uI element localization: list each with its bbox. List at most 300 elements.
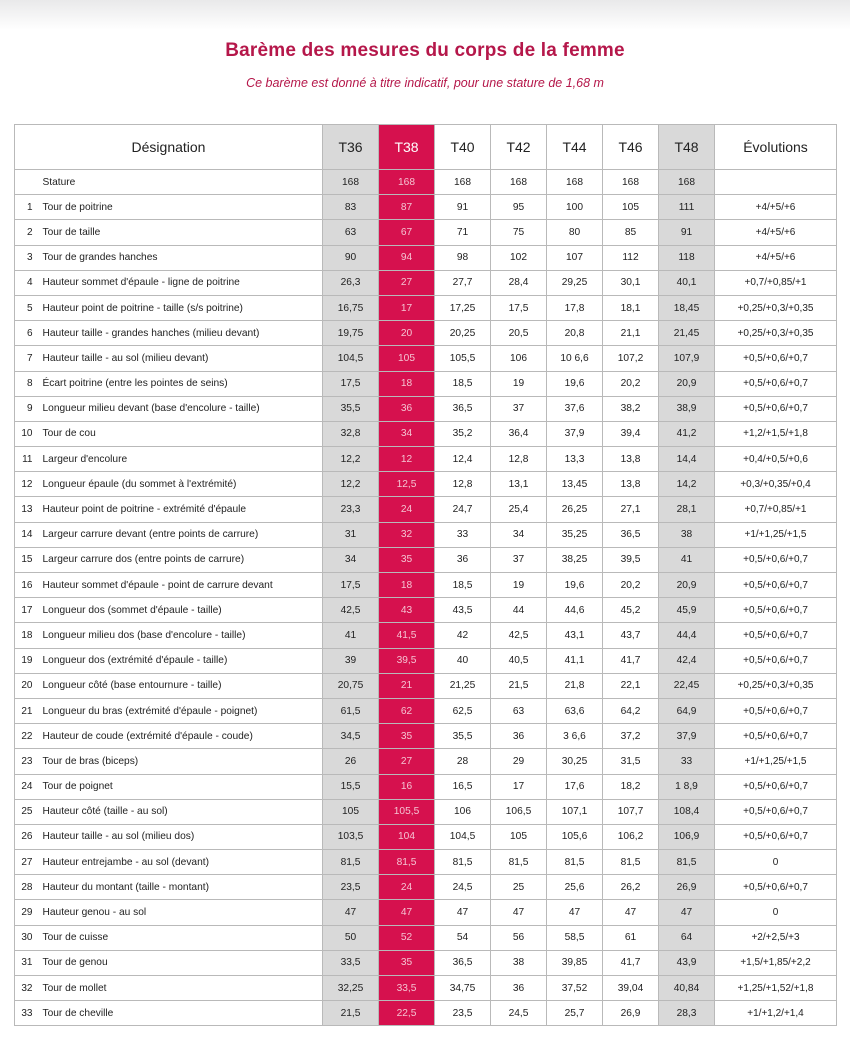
size-value: 104,5 bbox=[435, 824, 491, 849]
size-value: 36 bbox=[491, 976, 547, 1001]
size-value: 36,5 bbox=[603, 522, 659, 547]
size-value-highlighted: 22,5 bbox=[379, 1001, 435, 1026]
row-evolution: +0,5/+0,6/+0,7 bbox=[715, 799, 837, 824]
size-value-highlighted: 105 bbox=[379, 346, 435, 371]
size-value: 21,5 bbox=[323, 1001, 379, 1026]
row-designation: Largeur carrure dos (entre points de carrure) bbox=[37, 547, 323, 572]
table-row bbox=[15, 371, 837, 396]
row-designation: Stature bbox=[37, 170, 323, 195]
size-value: 47 bbox=[491, 900, 547, 925]
size-value: 21,25 bbox=[435, 673, 491, 698]
row-number: 27 bbox=[15, 850, 37, 875]
size-value: 28 bbox=[435, 749, 491, 774]
header-size: T48 bbox=[659, 125, 715, 170]
size-value: 23,3 bbox=[323, 497, 379, 522]
size-value: 21,5 bbox=[491, 673, 547, 698]
size-value: 111 bbox=[659, 195, 715, 220]
size-value: 106,9 bbox=[659, 824, 715, 849]
size-value: 12,2 bbox=[323, 472, 379, 497]
row-designation: Tour de mollet bbox=[37, 976, 323, 1001]
row-evolution: +0,5/+0,6/+0,7 bbox=[715, 573, 837, 598]
header-size: T36 bbox=[323, 125, 379, 170]
table-row bbox=[15, 925, 837, 950]
size-value-highlighted: 24 bbox=[379, 875, 435, 900]
row-evolution: +0,5/+0,6/+0,7 bbox=[715, 346, 837, 371]
size-value: 81,5 bbox=[323, 850, 379, 875]
size-value: 37 bbox=[491, 396, 547, 421]
row-number: 26 bbox=[15, 824, 37, 849]
size-value: 39 bbox=[323, 648, 379, 673]
size-value-highlighted: 16 bbox=[379, 774, 435, 799]
row-evolution: +0,5/+0,6/+0,7 bbox=[715, 698, 837, 723]
size-value: 39,4 bbox=[603, 421, 659, 446]
size-value: 168 bbox=[547, 170, 603, 195]
size-value: 19,6 bbox=[547, 371, 603, 396]
row-evolution: +0,5/+0,6/+0,7 bbox=[715, 547, 837, 572]
row-designation: Largeur d'encolure bbox=[37, 447, 323, 472]
header-size: T46 bbox=[603, 125, 659, 170]
size-value: 22,1 bbox=[603, 673, 659, 698]
size-value-highlighted: 62 bbox=[379, 698, 435, 723]
row-number: 17 bbox=[15, 598, 37, 623]
size-value: 17,8 bbox=[547, 295, 603, 320]
row-evolution: +1,2/+1,5/+1,8 bbox=[715, 421, 837, 446]
size-value: 30,1 bbox=[603, 270, 659, 295]
size-value: 107 bbox=[547, 245, 603, 270]
size-value: 35,2 bbox=[435, 421, 491, 446]
table-row bbox=[15, 346, 837, 371]
size-value: 19,6 bbox=[547, 573, 603, 598]
table-row bbox=[15, 522, 837, 547]
row-designation: Tour de genou bbox=[37, 950, 323, 975]
table-row bbox=[15, 497, 837, 522]
row-number: 29 bbox=[15, 900, 37, 925]
size-value-highlighted: 18 bbox=[379, 371, 435, 396]
size-value: 71 bbox=[435, 220, 491, 245]
row-number: 14 bbox=[15, 522, 37, 547]
table-row bbox=[15, 447, 837, 472]
size-value: 42,4 bbox=[659, 648, 715, 673]
size-value: 95 bbox=[491, 195, 547, 220]
row-designation: Longueur dos (sommet d'épaule - taille) bbox=[37, 598, 323, 623]
size-value: 27,1 bbox=[603, 497, 659, 522]
size-value: 16,5 bbox=[435, 774, 491, 799]
size-value: 107,2 bbox=[603, 346, 659, 371]
row-number: 9 bbox=[15, 396, 37, 421]
row-evolution: +0,5/+0,6/+0,7 bbox=[715, 371, 837, 396]
size-value: 24,5 bbox=[435, 875, 491, 900]
size-value: 28,4 bbox=[491, 270, 547, 295]
table-row bbox=[15, 1001, 837, 1026]
size-value: 33,5 bbox=[323, 950, 379, 975]
size-value: 64 bbox=[659, 925, 715, 950]
row-designation: Tour de poignet bbox=[37, 774, 323, 799]
row-number: 22 bbox=[15, 724, 37, 749]
row-designation: Hauteur sommet d'épaule - point de carrure devant bbox=[37, 573, 323, 598]
row-number: 23 bbox=[15, 749, 37, 774]
size-value-highlighted: 104 bbox=[379, 824, 435, 849]
size-value: 47 bbox=[323, 900, 379, 925]
size-value-highlighted: 52 bbox=[379, 925, 435, 950]
row-designation: Longueur dos (extrémité d'épaule - taille) bbox=[37, 648, 323, 673]
size-value: 20,9 bbox=[659, 573, 715, 598]
size-value: 102 bbox=[491, 245, 547, 270]
row-evolution: +4/+5/+6 bbox=[715, 195, 837, 220]
size-value: 105 bbox=[323, 799, 379, 824]
size-value: 26,9 bbox=[603, 1001, 659, 1026]
table-row bbox=[15, 220, 837, 245]
table-row bbox=[15, 799, 837, 824]
table-row bbox=[15, 573, 837, 598]
row-number: 32 bbox=[15, 976, 37, 1001]
row-evolution bbox=[715, 170, 837, 195]
size-value: 32,25 bbox=[323, 976, 379, 1001]
size-value: 27,7 bbox=[435, 270, 491, 295]
size-value: 62,5 bbox=[435, 698, 491, 723]
size-value: 75 bbox=[491, 220, 547, 245]
row-number: 20 bbox=[15, 673, 37, 698]
size-value: 42 bbox=[435, 623, 491, 648]
size-value: 39,04 bbox=[603, 976, 659, 1001]
size-value-highlighted: 27 bbox=[379, 749, 435, 774]
size-value: 18,5 bbox=[435, 371, 491, 396]
table-row bbox=[15, 195, 837, 220]
row-number: 11 bbox=[15, 447, 37, 472]
size-value: 13,3 bbox=[547, 447, 603, 472]
row-evolution: +4/+5/+6 bbox=[715, 220, 837, 245]
size-value: 81,5 bbox=[491, 850, 547, 875]
size-value-highlighted: 87 bbox=[379, 195, 435, 220]
size-value: 61,5 bbox=[323, 698, 379, 723]
row-designation: Hauteur sommet d'épaule - ligne de poitrine bbox=[37, 270, 323, 295]
row-evolution: +0,5/+0,6/+0,7 bbox=[715, 774, 837, 799]
size-value: 35,25 bbox=[547, 522, 603, 547]
size-value: 40 bbox=[435, 648, 491, 673]
row-designation: Longueur milieu dos (base d'encolure - taille) bbox=[37, 623, 323, 648]
row-designation: Hauteur de coude (extrémité d'épaule - coude) bbox=[37, 724, 323, 749]
size-value: 45,2 bbox=[603, 598, 659, 623]
table-row bbox=[15, 900, 837, 925]
size-value: 23,5 bbox=[323, 875, 379, 900]
row-designation: Hauteur entrejambe - au sol (devant) bbox=[37, 850, 323, 875]
size-value: 106,2 bbox=[603, 824, 659, 849]
size-value: 112 bbox=[603, 245, 659, 270]
size-value: 18,45 bbox=[659, 295, 715, 320]
size-value: 26 bbox=[323, 749, 379, 774]
size-value: 13,8 bbox=[603, 447, 659, 472]
size-value: 14,2 bbox=[659, 472, 715, 497]
size-value: 43,1 bbox=[547, 623, 603, 648]
row-designation: Hauteur taille - au sol (milieu devant) bbox=[37, 346, 323, 371]
size-value: 29 bbox=[491, 749, 547, 774]
size-value-highlighted: 33,5 bbox=[379, 976, 435, 1001]
size-value-highlighted: 27 bbox=[379, 270, 435, 295]
size-value: 20,2 bbox=[603, 573, 659, 598]
size-value: 37 bbox=[491, 547, 547, 572]
size-value: 3 6,6 bbox=[547, 724, 603, 749]
size-value: 35,5 bbox=[435, 724, 491, 749]
row-evolution: 0 bbox=[715, 900, 837, 925]
size-value: 168 bbox=[435, 170, 491, 195]
table-row bbox=[15, 698, 837, 723]
size-value: 63 bbox=[323, 220, 379, 245]
row-number: 33 bbox=[15, 1001, 37, 1026]
size-value-highlighted: 18 bbox=[379, 573, 435, 598]
size-value: 13,45 bbox=[547, 472, 603, 497]
size-value: 14,4 bbox=[659, 447, 715, 472]
row-evolution: +0,5/+0,6/+0,7 bbox=[715, 396, 837, 421]
size-value: 37,9 bbox=[659, 724, 715, 749]
size-value: 36,5 bbox=[435, 396, 491, 421]
table-row bbox=[15, 850, 837, 875]
size-value-highlighted: 35 bbox=[379, 724, 435, 749]
row-evolution: +0,5/+0,6/+0,7 bbox=[715, 724, 837, 749]
size-value: 42,5 bbox=[323, 598, 379, 623]
size-value: 35,5 bbox=[323, 396, 379, 421]
size-value: 26,9 bbox=[659, 875, 715, 900]
size-value: 43,9 bbox=[659, 950, 715, 975]
table-row bbox=[15, 673, 837, 698]
size-value: 107,1 bbox=[547, 799, 603, 824]
size-value: 20,2 bbox=[603, 371, 659, 396]
size-value: 36 bbox=[491, 724, 547, 749]
size-value: 105 bbox=[603, 195, 659, 220]
row-designation: Longueur côté (base entournure - taille) bbox=[37, 673, 323, 698]
size-value: 38 bbox=[659, 522, 715, 547]
size-value: 17,5 bbox=[323, 371, 379, 396]
size-value: 168 bbox=[491, 170, 547, 195]
row-designation: Tour de bras (biceps) bbox=[37, 749, 323, 774]
size-value-highlighted: 43 bbox=[379, 598, 435, 623]
size-value: 31 bbox=[323, 522, 379, 547]
row-designation: Hauteur taille - au sol (milieu dos) bbox=[37, 824, 323, 849]
size-value: 18,5 bbox=[435, 573, 491, 598]
size-value: 37,2 bbox=[603, 724, 659, 749]
size-value: 54 bbox=[435, 925, 491, 950]
row-number: 25 bbox=[15, 799, 37, 824]
size-value: 36 bbox=[435, 547, 491, 572]
size-value: 18,2 bbox=[603, 774, 659, 799]
table-row bbox=[15, 774, 837, 799]
size-value-highlighted: 12,5 bbox=[379, 472, 435, 497]
size-value: 36,5 bbox=[435, 950, 491, 975]
size-value-highlighted: 12 bbox=[379, 447, 435, 472]
size-value: 98 bbox=[435, 245, 491, 270]
row-evolution: +0,7/+0,85/+1 bbox=[715, 270, 837, 295]
row-number: 16 bbox=[15, 573, 37, 598]
size-value: 17,25 bbox=[435, 295, 491, 320]
row-evolution: 0 bbox=[715, 850, 837, 875]
size-value: 13,1 bbox=[491, 472, 547, 497]
size-value: 34,5 bbox=[323, 724, 379, 749]
size-value: 47 bbox=[659, 900, 715, 925]
row-number: 21 bbox=[15, 698, 37, 723]
row-number: 6 bbox=[15, 321, 37, 346]
size-value: 104,5 bbox=[323, 346, 379, 371]
table-row bbox=[15, 270, 837, 295]
table-row bbox=[15, 396, 837, 421]
row-designation: Hauteur du montant (taille - montant) bbox=[37, 875, 323, 900]
table-row bbox=[15, 824, 837, 849]
table-row bbox=[15, 648, 837, 673]
measurements-table-container bbox=[14, 124, 836, 1026]
size-value-highlighted: 94 bbox=[379, 245, 435, 270]
size-value: 20,5 bbox=[491, 321, 547, 346]
row-designation: Tour de grandes hanches bbox=[37, 245, 323, 270]
size-value: 42,5 bbox=[491, 623, 547, 648]
row-evolution: +0,4/+0,5/+0,6 bbox=[715, 447, 837, 472]
size-value: 47 bbox=[547, 900, 603, 925]
size-value: 106 bbox=[435, 799, 491, 824]
row-designation: Hauteur taille - grandes hanches (milieu devant) bbox=[37, 321, 323, 346]
size-value: 63 bbox=[491, 698, 547, 723]
size-value: 32,8 bbox=[323, 421, 379, 446]
size-value: 40,84 bbox=[659, 976, 715, 1001]
size-value: 33 bbox=[435, 522, 491, 547]
size-value: 37,9 bbox=[547, 421, 603, 446]
size-value: 10 6,6 bbox=[547, 346, 603, 371]
row-number: 15 bbox=[15, 547, 37, 572]
row-designation: Hauteur côté (taille - au sol) bbox=[37, 799, 323, 824]
size-value: 20,25 bbox=[435, 321, 491, 346]
size-value: 168 bbox=[659, 170, 715, 195]
size-value: 118 bbox=[659, 245, 715, 270]
size-value: 40,1 bbox=[659, 270, 715, 295]
size-value: 20,8 bbox=[547, 321, 603, 346]
size-value: 28,3 bbox=[659, 1001, 715, 1026]
size-value: 37,52 bbox=[547, 976, 603, 1001]
size-value: 100 bbox=[547, 195, 603, 220]
row-evolution: +0,3/+0,35/+0,4 bbox=[715, 472, 837, 497]
size-value: 63,6 bbox=[547, 698, 603, 723]
row-number: 4 bbox=[15, 270, 37, 295]
size-value-highlighted: 32 bbox=[379, 522, 435, 547]
row-number: 8 bbox=[15, 371, 37, 396]
size-value: 41 bbox=[659, 547, 715, 572]
size-value: 29,25 bbox=[547, 270, 603, 295]
size-value: 81,5 bbox=[603, 850, 659, 875]
row-evolution: +0,25/+0,3/+0,35 bbox=[715, 321, 837, 346]
table-row bbox=[15, 321, 837, 346]
size-value: 21,1 bbox=[603, 321, 659, 346]
size-value: 41,7 bbox=[603, 648, 659, 673]
row-number: 3 bbox=[15, 245, 37, 270]
table-row bbox=[15, 421, 837, 446]
size-value: 64,2 bbox=[603, 698, 659, 723]
size-value: 25,7 bbox=[547, 1001, 603, 1026]
size-value: 91 bbox=[659, 220, 715, 245]
table-row bbox=[15, 724, 837, 749]
size-value: 25,6 bbox=[547, 875, 603, 900]
size-value: 81,5 bbox=[435, 850, 491, 875]
size-value-highlighted: 34 bbox=[379, 421, 435, 446]
table-row bbox=[15, 875, 837, 900]
size-value: 19,75 bbox=[323, 321, 379, 346]
header-size-highlighted: T38 bbox=[379, 125, 435, 170]
row-number: 13 bbox=[15, 497, 37, 522]
size-value-highlighted: 24 bbox=[379, 497, 435, 522]
size-value: 18,1 bbox=[603, 295, 659, 320]
row-evolution: +1,25/+1,52/+1,8 bbox=[715, 976, 837, 1001]
size-value: 50 bbox=[323, 925, 379, 950]
size-value-highlighted: 47 bbox=[379, 900, 435, 925]
row-evolution: +0,5/+0,6/+0,7 bbox=[715, 875, 837, 900]
row-number: 19 bbox=[15, 648, 37, 673]
size-value: 12,8 bbox=[435, 472, 491, 497]
size-value: 81,5 bbox=[547, 850, 603, 875]
size-value: 106 bbox=[491, 346, 547, 371]
size-value: 30,25 bbox=[547, 749, 603, 774]
page-subtitle: Ce barème est donné à titre indicatif, pour une stature de 1,68 m bbox=[246, 76, 604, 90]
row-evolution: +0,7/+0,85/+1 bbox=[715, 497, 837, 522]
row-evolution: +1/+1,2/+1,4 bbox=[715, 1001, 837, 1026]
size-value-highlighted: 35 bbox=[379, 950, 435, 975]
size-value: 41,1 bbox=[547, 648, 603, 673]
row-evolution: +0,5/+0,6/+0,7 bbox=[715, 648, 837, 673]
size-value: 58,5 bbox=[547, 925, 603, 950]
row-designation: Tour de cuisse bbox=[37, 925, 323, 950]
row-designation: Hauteur genou - au sol bbox=[37, 900, 323, 925]
row-number: 28 bbox=[15, 875, 37, 900]
top-shadow bbox=[0, 0, 850, 30]
size-value-highlighted: 81,5 bbox=[379, 850, 435, 875]
table-row bbox=[15, 295, 837, 320]
row-number: 10 bbox=[15, 421, 37, 446]
size-value: 38,9 bbox=[659, 396, 715, 421]
size-value: 85 bbox=[603, 220, 659, 245]
size-value: 80 bbox=[547, 220, 603, 245]
table-row bbox=[15, 245, 837, 270]
header-size: T44 bbox=[547, 125, 603, 170]
size-value: 17 bbox=[491, 774, 547, 799]
size-value: 37,6 bbox=[547, 396, 603, 421]
table-row bbox=[15, 472, 837, 497]
size-value: 56 bbox=[491, 925, 547, 950]
size-value-highlighted: 36 bbox=[379, 396, 435, 421]
row-number: 18 bbox=[15, 623, 37, 648]
size-value: 25 bbox=[491, 875, 547, 900]
size-value: 39,5 bbox=[603, 547, 659, 572]
size-value: 1 8,9 bbox=[659, 774, 715, 799]
size-value: 40,5 bbox=[491, 648, 547, 673]
row-evolution: +1/+1,25/+1,5 bbox=[715, 522, 837, 547]
size-value: 12,4 bbox=[435, 447, 491, 472]
size-value: 26,2 bbox=[603, 875, 659, 900]
table-row bbox=[15, 950, 837, 975]
size-value-highlighted: 20 bbox=[379, 321, 435, 346]
size-value: 38,25 bbox=[547, 547, 603, 572]
size-value: 34 bbox=[491, 522, 547, 547]
row-evolution: +0,25/+0,3/+0,35 bbox=[715, 673, 837, 698]
size-value-highlighted: 21 bbox=[379, 673, 435, 698]
size-value: 41 bbox=[323, 623, 379, 648]
size-value: 107,9 bbox=[659, 346, 715, 371]
size-value: 38,2 bbox=[603, 396, 659, 421]
measurements-table bbox=[14, 124, 837, 1026]
size-value: 47 bbox=[603, 900, 659, 925]
size-value-highlighted: 35 bbox=[379, 547, 435, 572]
size-value: 25,4 bbox=[491, 497, 547, 522]
size-value: 41,2 bbox=[659, 421, 715, 446]
size-value: 24,5 bbox=[491, 1001, 547, 1026]
row-evolution: +4/+5/+6 bbox=[715, 245, 837, 270]
row-number: 5 bbox=[15, 295, 37, 320]
size-value: 26,25 bbox=[547, 497, 603, 522]
row-number: 7 bbox=[15, 346, 37, 371]
size-value: 61 bbox=[603, 925, 659, 950]
size-value: 15,5 bbox=[323, 774, 379, 799]
size-value: 17,6 bbox=[547, 774, 603, 799]
